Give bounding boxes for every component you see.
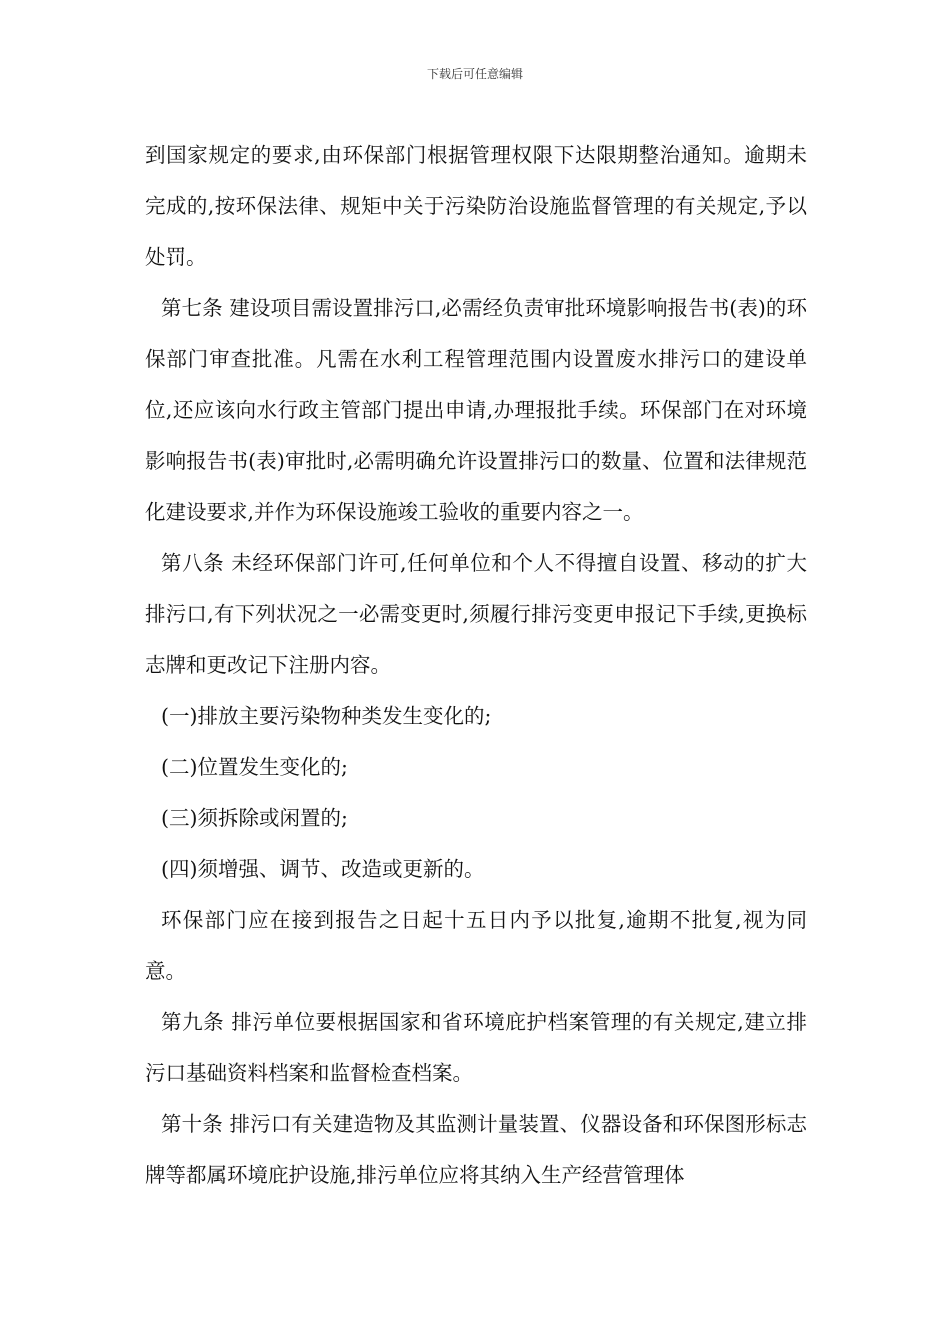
list-item-4: (四)须增强、调节、改造或更新的。 [161, 857, 485, 881]
paragraph-article-8: 第八条 未经环保部门许可,任何单位和个人不得擅自设置、移动的扩大排污口,有下列状况之一必需变更时,须履行排污变更申报记下手续,更换标志牌和更改记下注册内容。 [145, 551, 807, 677]
document-body [145, 130, 807, 1201]
paragraph-approval: 环保部门应在接到报告之日起十五日内予以批复,逾期不批复,视为同意。 [145, 908, 807, 983]
list-item-1: (一)排放主要污染物种类发生变化的; [161, 704, 492, 728]
paragraph-article-7: 第七条 建设项目需设置排污口,必需经负责审批环境影响报告书(表)的环保部门审查批准。凡需在水利工程管理范围内设置废水排污口的建设单位,还应该向水行政主管部门提出申请,办理报批手续。环保部门在对环境影响报告书(表)审批时,必需明确允许设置排污口的数量、位置和法律规范化建设要求,并作为环保设施竣工验收的重要内容之一。 [145, 296, 807, 524]
list-item-3: (三)须拆除或闲置的; [161, 806, 348, 830]
paragraph-1: 到国家规定的要求,由环保部门根据管理权限下达限期整治通知。逾期未完成的,按环保法律、规矩中关于污染防治设施监督管理的有关规定,予以处罚。 [145, 143, 807, 269]
list-item-2: (二)位置发生变化的; [161, 755, 348, 779]
paragraph-article-10: 第十条 排污口有关建造物及其监测计量装置、仪器设备和环保图形标志牌等都属环境庇护设施,排污单位应将其纳入生产经营管理体 [145, 1112, 807, 1187]
page-header: 下载后可任意编辑 [426, 67, 523, 81]
paragraph-article-9: 第九条 排污单位要根据国家和省环境庇护档案管理的有关规定,建立排污口基础资料档案和监督检查档案。 [145, 1010, 807, 1085]
